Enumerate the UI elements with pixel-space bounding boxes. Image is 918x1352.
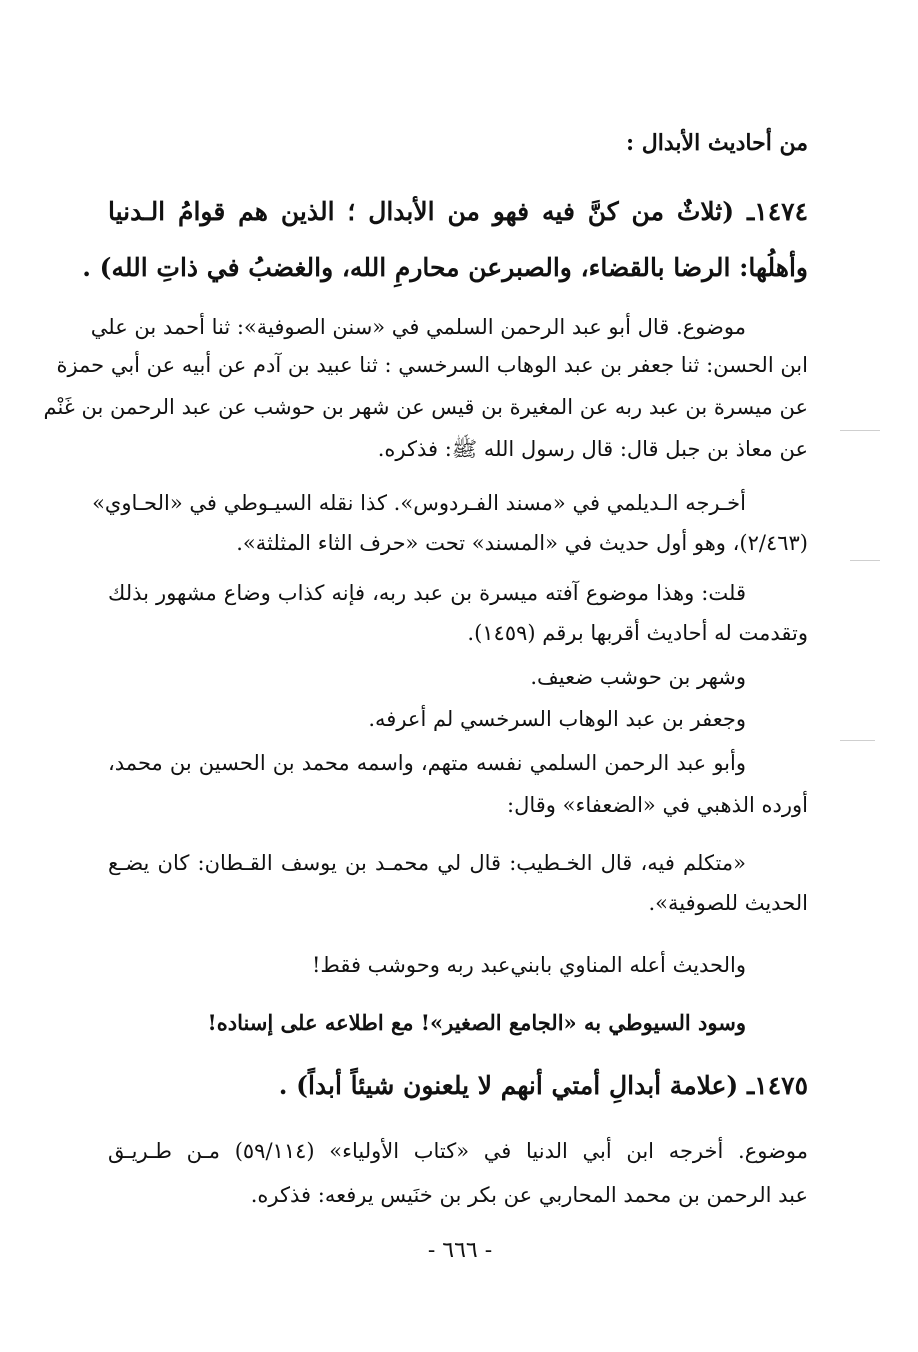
body-line: وسود السيوطي به «الجامع الصغير»! مع اطلاعه على إسناده!: [207, 1010, 746, 1035]
hadith-1475-line-1: ١٤٧٥ـ (علامة أبدالِ أمتي أنهم لا يلعنون شيئاً أبداً) .: [278, 1071, 808, 1100]
scan-mark: [840, 740, 875, 741]
hadith-1474-line-1: ١٤٧٤ـ (ثلاثٌ من كنَّ فيه فهو من الأبدال ؛ الذين هم قوامُ الـدنيا: [108, 197, 808, 226]
body-line: عن ميسرة بن عبد ربه عن المغيرة بن قيس عن شهر بن حوشب عن عبد الرحمن بن غَنْم: [43, 395, 808, 419]
body-line: عن معاذ بن جبل قال: قال رسول الله ﷺ: فذكره.: [377, 437, 808, 461]
body-line: والحديث أعله المناوي بابني‌عبد ربه وحوشب فقط!: [311, 953, 746, 977]
body-line: (٢/٤٦٣)، وهو أول حديث في «المسند» تحت «حرف الثاء المثلثة».: [236, 531, 808, 555]
scan-mark: [840, 430, 880, 431]
body-line: قلت: وهذا موضوع آفته ميسرة بن عبد ربه، فإنه كذاب وضاع مشهور بذلك: [108, 581, 746, 605]
hadith-1474-line-2: وأهلُها: الرضا بالقضاء، والصبرعن محارمِ الله، والغضبُ في ذاتِ الله) .: [82, 253, 808, 282]
body-line: وتقدمت له أحاديث أقربها برقم (١٤٥٩).: [467, 621, 808, 645]
body-line: أخـرجه الـديلمي في «مسند الفـردوس». كذا نقله السيـوطي في «الحـاوي»: [92, 491, 746, 515]
scan-mark: [850, 560, 880, 561]
quote-line: الحديث للصوفية».: [648, 891, 808, 915]
body-line: ابن الحسن: ثنا جعفر بن عبد الوهاب السرخسي : ثنا عبيد بن آدم عن أبيه عن أبي حمزة: [56, 353, 808, 377]
body-line: وشهر بن حوشب ضعيف.: [530, 665, 746, 689]
body-line: وأبو عبد الرحمن السلمي نفسه متهم، واسمه محمد بن الحسين بن محمد،: [108, 751, 746, 775]
body-line: عبد الرحمن بن محمد المحاربي عن بكر بن خنَيس يرفعه: فذكره.: [250, 1183, 808, 1207]
body-line: أورده الذهبي في «الضعفاء» وقال:: [507, 793, 808, 817]
body-line: موضوع. أخرجه ابن أبي الدنيا في «كتاب الأولياء» (٥٩/١١٤) مـن طـريـق: [108, 1139, 808, 1163]
body-line: وجعفر بن عبد الوهاب السرخسي لم أعرفه.: [368, 707, 746, 731]
quote-line: «متكلم فيه، قال الخـطيب: قال لي محمـد بن يوسف القـطان: كان يضـع: [108, 851, 746, 875]
body-line: موضوع. قال أبو عبد الرحمن السلمي في «سنن الصوفية»: ثنا أحمد بن علي: [90, 315, 746, 339]
section-heading: من أحاديث الأبدال :: [626, 130, 808, 156]
page-number: - ٦٦٦ -: [427, 1238, 493, 1263]
